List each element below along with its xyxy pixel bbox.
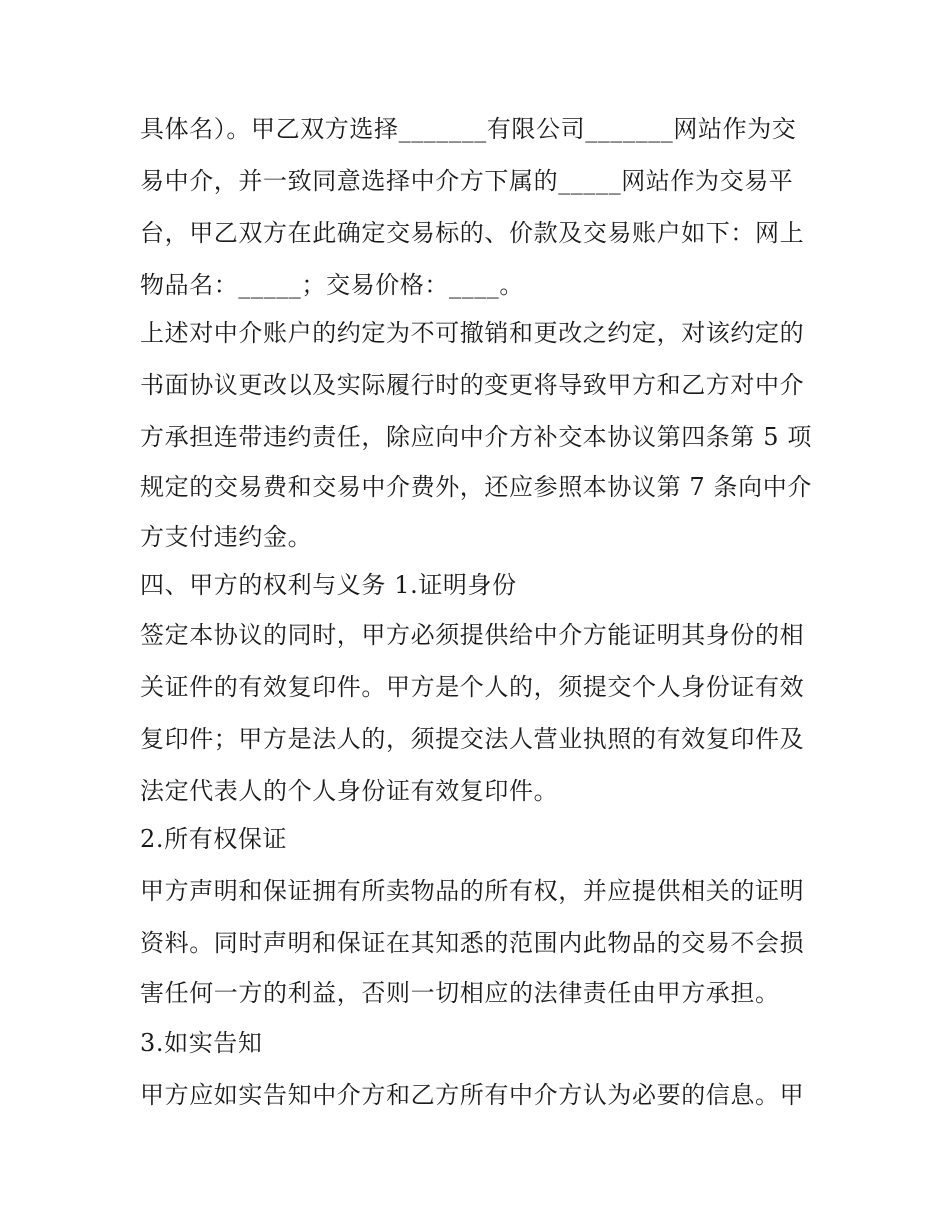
paragraph-line: 甲方声明和保证拥有所卖物品的所有权，并应提供相关的证明	[140, 877, 805, 905]
paragraph-line: 方承担连带违约责任，除应向中介方补交本协议第四条第 5 项	[140, 423, 812, 451]
paragraph-line: 资料。同时声明和保证在其知悉的范围内此物品的交易不会损	[140, 929, 805, 957]
paragraph-line: 签定本协议的同时，甲方必须提供给中介方能证明其身份的相	[140, 621, 805, 649]
section-heading: 四、甲方的权利与义务 1.证明身份	[140, 571, 517, 599]
paragraph-line: 法定代表人的个人身份证有效复印件。	[140, 777, 559, 805]
subsection-heading: 2.所有权保证	[140, 825, 288, 853]
paragraph-line: 上述对中介账户的约定为不可撤销和更改之约定，对该约定的	[140, 319, 805, 347]
paragraph-line: 物品名：_____；交易价格：____。	[140, 271, 524, 299]
paragraph-line: 甲方应如实告知中介方和乙方所有中介方认为必要的信息。甲	[140, 1081, 805, 1109]
paragraph-line: 方支付违约金。	[140, 523, 313, 551]
paragraph-line: 关证件的有效复印件。甲方是个人的，须提交个人身份证有效	[140, 673, 805, 701]
paragraph-line: 具体名）。甲乙双方选择_______有限公司_______网站作为交	[140, 115, 797, 143]
paragraph-line: 台，甲乙双方在此确定交易标的、价款及交易账户如下：网上	[140, 219, 805, 247]
paragraph-line: 书面协议更改以及实际履行时的变更将导致甲方和乙方对中介	[140, 371, 805, 399]
paragraph-line: 复印件；甲方是法人的，须提交法人营业执照的有效复印件及	[140, 725, 805, 753]
subsection-heading: 3.如实告知	[140, 1029, 263, 1057]
paragraph-line: 易中介，并一致同意选择中介方下属的_____网站作为交易平	[140, 167, 794, 195]
paragraph-line: 规定的交易费和交易中介费外，还应参照本协议第 7 条向中介	[140, 473, 812, 501]
paragraph-line: 害任何一方的利益，否则一切相应的法律责任由甲方承担。	[140, 979, 780, 1007]
